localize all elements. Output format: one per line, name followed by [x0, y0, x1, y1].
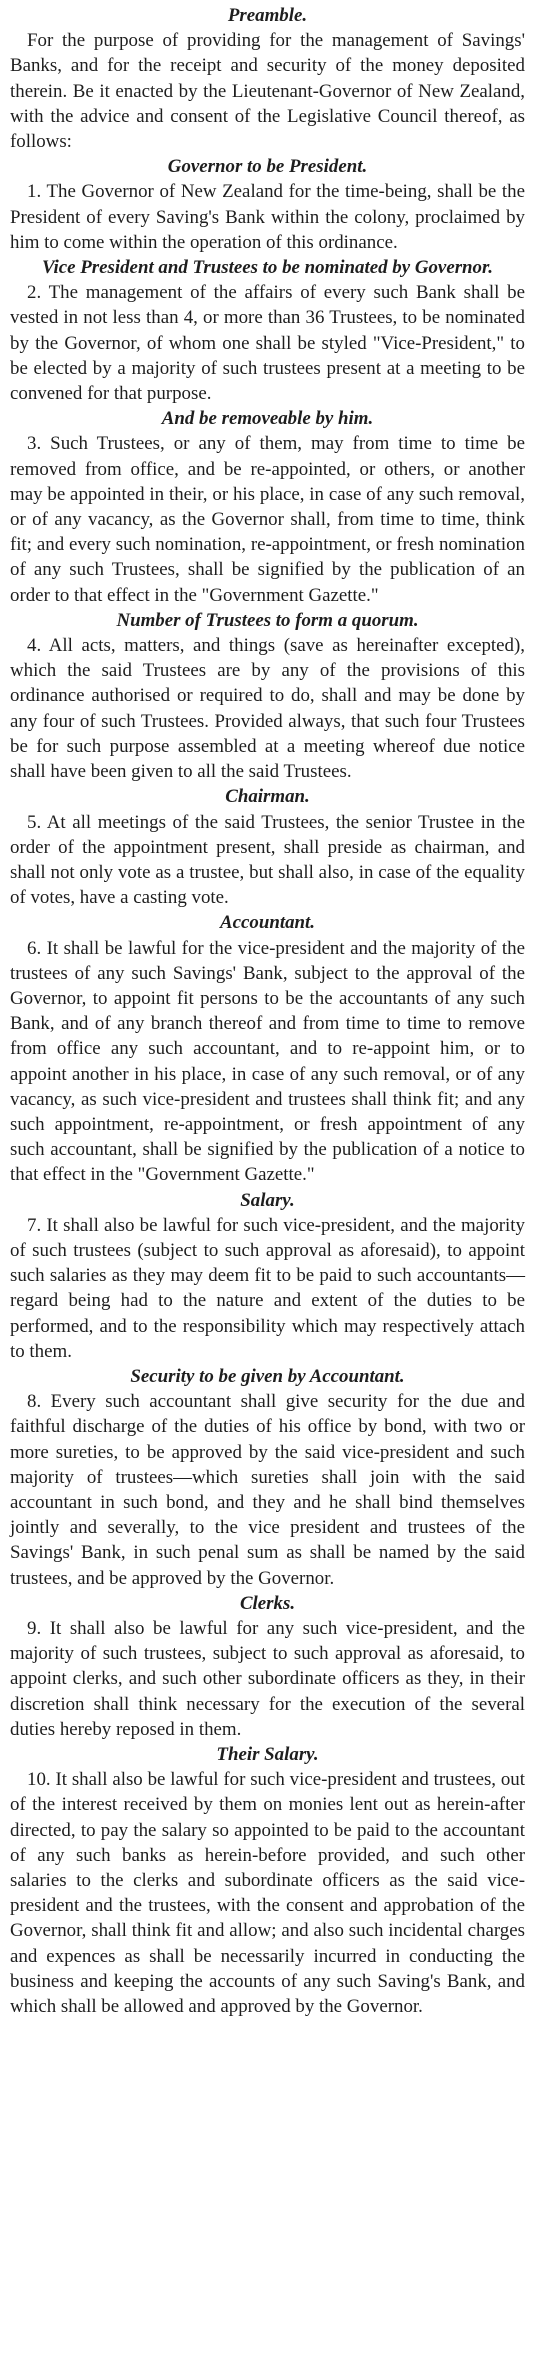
section-1	[10, 154, 525, 255]
section-paragraph: 8. Every such accountant shall give security for the due and faithful discharge of the duties of his office by bond, with two or more sureties, to be approved by the said vice-president and such majority of trustees—which sureties shall join with the said accountant in such bond, and they and he shall bind themselves jointly and severally, to the vice president and trustees of the Savings' Bank, in such penal sum as shall be named by the said trustees, and be approved by the Governor.	[10, 1391, 525, 1589]
section-paragraph: 6. It shall be lawful for the vice-president and the majority of the trustees of any such Savings' Bank, subject to the approval of the Governor, to appoint fit persons to be the accountants of any such Bank, and of any branch thereof and from time to time to remove from office any such accountant, and to re-appoint him, or to appoint another in his place, in case of any such removal, or of any vacancy, as such vice-president and trustees shall think fit; and any such appointment, re-appointment, or fresh appointment of any such accountant, shall be signified by the publication of a notice to that effect in the "Government Gazette."	[10, 937, 525, 1186]
section-heading: Security to be given by Accountant.	[130, 1365, 405, 1387]
section-heading: And be removeable by him.	[161, 408, 374, 430]
section-8	[10, 1364, 525, 1591]
section-paragraph: 10. It shall also be lawful for such vice-president and trustees, out of the interest received by them on monies lent out as herein-after directed, to pay the salary so appointed to be paid to the accountant of any such banks as herein-before provided, and such other salaries to the clerks and subordinate officers as the said vice-president and the trustees, with the consent and approbation of the Governor, shall think fit and allow; and also such incidental charges and expences as shall be necessarily incurred in conducting the business and keeping the accounts of any such Saving's Bank, and which shall be allowed and approved by the Governor.	[10, 1769, 525, 2018]
section-heading: Number of Trustees to form a quorum.	[116, 609, 419, 631]
section-2	[10, 255, 525, 406]
section-paragraph: 4. All acts, matters, and things (save as hereinafter excepted), which the said Trustees are by any of the provisions of this ordinance authorised or required to do, shall and may be done by any four of such Trustees. Provided always, that such four Trustees be for such purpose assembled at a meeting whereof due notice shall have been given to all the said Trustees.	[10, 635, 525, 783]
section-3	[10, 406, 525, 608]
section-heading: Their Salary.	[216, 1744, 319, 1766]
section-paragraph: For the purpose of providing for the management of Savings' Banks, and for the receipt and security of the money deposited therein. Be it enacted by the Lieutenant-Governor of New Zealand, with the advice and consent of the Legislative Council thereof, as follows:	[10, 30, 525, 153]
section-6	[10, 910, 525, 1187]
section-5	[10, 784, 525, 910]
section-paragraph: 2. The management of the affairs of every such Bank shall be vested in not less than 4, or more than 36 Trustees, to be nominated by the Governor, of whom one shall be styled "Vice-President," to be elected by a majority of such trustees present at a meeting to be convened for that purpose.	[10, 282, 525, 405]
section-paragraph: 1. The Governor of New Zealand for the time-being, shall be the President of every Saving's Bank within the colony, proclaimed by him to come within the operation of this ordinance.	[10, 181, 525, 253]
section-paragraph: 7. It shall also be lawful for such vice-president, and the majority of such trustees (subject to such approval as aforesaid), to appoint such salaries as they may deem fit to be paid to such accountants—regard being had to the nature and extent of the duties to be performed, and to the responsibility which may respectively attach to them.	[10, 1214, 525, 1362]
section-heading: Preamble.	[227, 5, 308, 26]
section-9	[10, 1591, 525, 1742]
section-preamble	[10, 3, 525, 154]
section-heading: Accountant.	[220, 912, 315, 934]
section-heading: Governor to be President.	[167, 156, 368, 178]
section-heading: Salary.	[240, 1189, 295, 1211]
section-10	[10, 1742, 525, 2019]
section-paragraph: 9. It shall also be lawful for any such vice-president, and the majority of such trustees, subject to such approval as aforesaid, to appoint clerks, and such other subordinate officers as they, in their discretion shall think necessary for the execution of the several duties hereby reposed in them.	[10, 1618, 525, 1740]
section-paragraph: 3. Such Trustees, or any of them, may from time to time be removed from office, and be re-appointed, or others, or another may be appointed in their, or his place, in case of any such removal, or of any vacancy, as the Governor shall, from time to time, think fit; and every such nomination, re-appointment, or fresh nomination of any such Trustees, shall be signified by the publication of an order to that effect in the "Government Gazette."	[10, 433, 525, 606]
section-7	[10, 1188, 525, 1364]
section-heading: Vice President and Trustees to be nominated by Governor.	[41, 257, 494, 279]
section-paragraph: 5. At all meetings of the said Trustees, the senior Trustee in the order of the appointment present, shall preside as chairman, and shall not only vote as a trustee, but shall also, in case of the equality of votes, have a casting vote.	[10, 811, 525, 909]
section-heading: Clerks.	[239, 1592, 296, 1614]
section-heading: Chairman.	[225, 786, 310, 808]
section-4	[10, 608, 525, 784]
